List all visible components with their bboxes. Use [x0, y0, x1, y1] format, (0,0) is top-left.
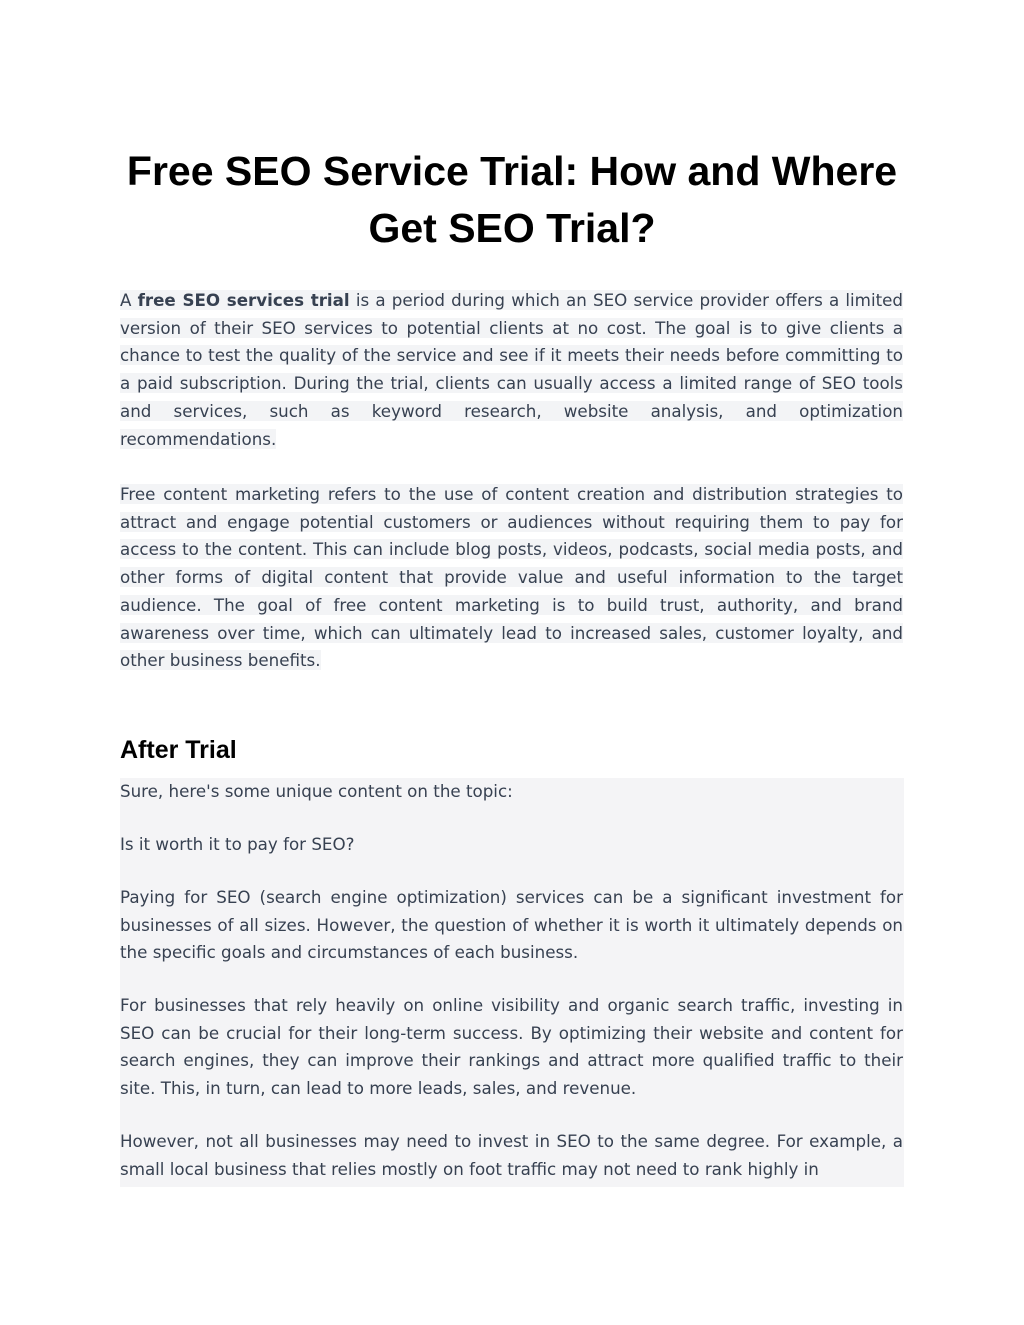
- intro-bold-term: free SEO services trial: [137, 290, 350, 310]
- after-trial-section: [120, 778, 904, 1187]
- intro-paragraph: [120, 287, 903, 453]
- after-trial-paragraph: For businesses that rely heavily on online visibility and organic search traffic, investing in SEO can be crucial for their long-term success. By optimizing their website and content for search engines, they can improve their rankings and attract more qualified traffic to their site. This, in turn, can lead to more leads, sales, and revenue.: [120, 995, 903, 1099]
- after-trial-paragraph: Is it worth it to pay for SEO?: [120, 834, 355, 854]
- after-trial-heading: After Trial: [120, 736, 237, 764]
- after-trial-paragraph: However, not all businesses may need to invest in SEO to the same degree. For example, a small local business that relies mostly on foot traffic may not need to rank highly in: [120, 1131, 903, 1179]
- after-trial-paragraph: Sure, here's some unique content on the topic:: [120, 781, 513, 801]
- after-trial-paragraph: Paying for SEO (search engine optimization) services can be a significant investment for businesses of all sizes. However, the question of whether it is worth it ultimately depends on the specific goals and circumstances of each business.: [120, 887, 903, 963]
- content-marketing-text: Free content marketing refers to the use of content creation and distribution strategies to attract and engage potential customers or audiences without requiring them to pay for access to the content. This can include blog posts, videos, podcasts, social media posts, and other forms of digital content that provide value and useful information to the target audience. The goal of free content marketing is to build trust, authority, and brand awareness over time, which can ultimately lead to increased sales, customer loyalty, and other business benefits.: [120, 484, 903, 671]
- intro-highlight: [120, 290, 903, 449]
- intro-prefix: A: [120, 290, 138, 310]
- intro-rest: is a period during which an SEO service provider offers a limited version of their SEO services to potential clients at no cost. The goal is to give clients a chance to test the quality of the service and see if it meets their needs before committing to a paid subscription. During the trial, clients can usually access a limited range of SEO tools and services, such as keyword research, website analysis, and optimization recommendations.: [120, 290, 903, 449]
- content-marketing-paragraph: [120, 481, 903, 675]
- page-title: Free SEO Service Trial: How and Where Get SEO Trial?: [126, 148, 898, 251]
